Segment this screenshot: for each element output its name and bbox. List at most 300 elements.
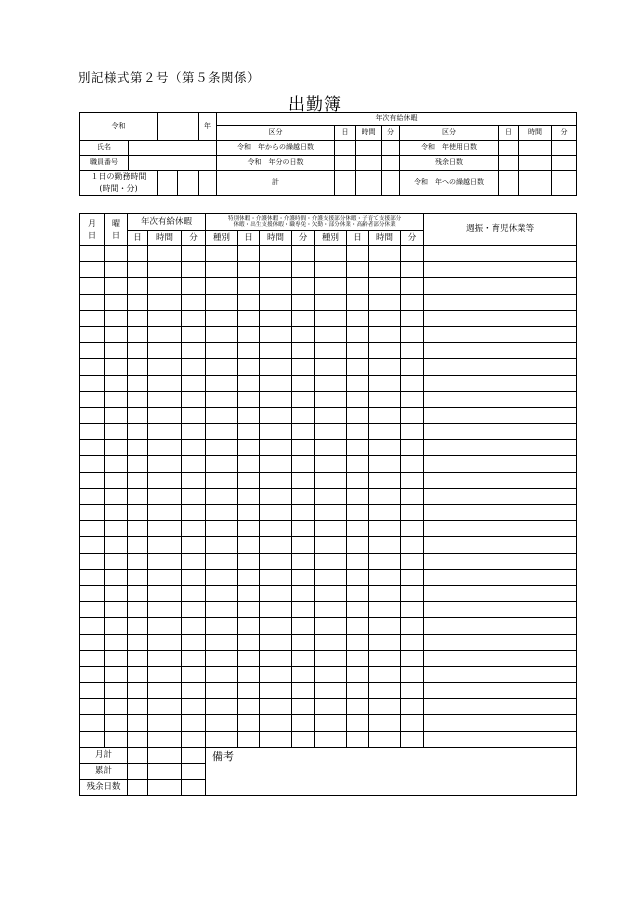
- carryover-to-hours[interactable]: [519, 171, 552, 196]
- entry-cell[interactable]: [401, 262, 424, 278]
- entry-cell[interactable]: [424, 569, 577, 585]
- entry-cell[interactable]: [401, 569, 424, 585]
- cumulative-hours[interactable]: [148, 763, 182, 779]
- entry-cell[interactable]: [260, 553, 292, 569]
- entry-cell[interactable]: [424, 521, 577, 537]
- entry-cell[interactable]: [128, 472, 148, 488]
- entry-cell[interactable]: [292, 602, 315, 618]
- entry-cell[interactable]: [347, 602, 369, 618]
- entry-cell[interactable]: [80, 650, 105, 666]
- entry-cell[interactable]: [206, 407, 238, 423]
- entry-cell[interactable]: [260, 294, 292, 310]
- entry-cell[interactable]: [238, 343, 260, 359]
- entry-cell[interactable]: [369, 602, 401, 618]
- entry-cell[interactable]: [148, 537, 182, 553]
- entry-cell[interactable]: [315, 310, 347, 326]
- total-minutes[interactable]: [382, 171, 400, 196]
- entry-cell[interactable]: [424, 294, 577, 310]
- entry-cell[interactable]: [292, 424, 315, 440]
- entry-cell[interactable]: [148, 553, 182, 569]
- entry-cell[interactable]: [182, 440, 206, 456]
- entry-cell[interactable]: [260, 602, 292, 618]
- entry-cell[interactable]: [260, 618, 292, 634]
- entry-cell[interactable]: [148, 666, 182, 682]
- entry-cell[interactable]: [292, 359, 315, 375]
- total-days[interactable]: [335, 171, 356, 196]
- entry-cell[interactable]: [148, 456, 182, 472]
- entry-cell[interactable]: [369, 375, 401, 391]
- entry-cell[interactable]: [182, 618, 206, 634]
- entry-cell[interactable]: [369, 440, 401, 456]
- entry-cell[interactable]: [128, 666, 148, 682]
- entry-cell[interactable]: [347, 472, 369, 488]
- entry-cell[interactable]: [401, 683, 424, 699]
- entry-cell[interactable]: [238, 699, 260, 715]
- entry-cell[interactable]: [128, 262, 148, 278]
- entry-cell[interactable]: [182, 278, 206, 294]
- entry-cell[interactable]: [105, 585, 128, 601]
- entry-cell[interactable]: [424, 359, 577, 375]
- entry-cell[interactable]: [401, 343, 424, 359]
- entry-cell[interactable]: [347, 634, 369, 650]
- entry-cell[interactable]: [315, 424, 347, 440]
- entry-cell[interactable]: [292, 326, 315, 342]
- entry-cell[interactable]: [369, 391, 401, 407]
- entry-cell[interactable]: [292, 585, 315, 601]
- entry-cell[interactable]: [424, 505, 577, 521]
- entry-cell[interactable]: [148, 326, 182, 342]
- entry-cell[interactable]: [182, 537, 206, 553]
- entry-cell[interactable]: [80, 407, 105, 423]
- entry-cell[interactable]: [347, 359, 369, 375]
- entry-cell[interactable]: [315, 634, 347, 650]
- entry-cell[interactable]: [206, 424, 238, 440]
- entry-cell[interactable]: [401, 359, 424, 375]
- entry-cell[interactable]: [128, 310, 148, 326]
- entry-cell[interactable]: [80, 294, 105, 310]
- entry-cell[interactable]: [128, 488, 148, 504]
- entry-cell[interactable]: [105, 326, 128, 342]
- entry-cell[interactable]: [80, 715, 105, 731]
- entry-cell[interactable]: [238, 602, 260, 618]
- entry-cell[interactable]: [80, 488, 105, 504]
- entry-cell[interactable]: [292, 310, 315, 326]
- entry-cell[interactable]: [315, 585, 347, 601]
- entry-cell[interactable]: [206, 537, 238, 553]
- entry-cell[interactable]: [80, 618, 105, 634]
- entry-cell[interactable]: [315, 278, 347, 294]
- entry-cell[interactable]: [148, 488, 182, 504]
- entry-cell[interactable]: [401, 537, 424, 553]
- entry-cell[interactable]: [105, 440, 128, 456]
- daily-minutes-field[interactable]: [178, 171, 199, 196]
- entry-cell[interactable]: [105, 634, 128, 650]
- entry-cell[interactable]: [424, 310, 577, 326]
- entry-cell[interactable]: [80, 634, 105, 650]
- entry-cell[interactable]: [128, 569, 148, 585]
- entry-cell[interactable]: [315, 375, 347, 391]
- entry-cell[interactable]: [128, 715, 148, 731]
- entry-cell[interactable]: [347, 505, 369, 521]
- entry-cell[interactable]: [424, 407, 577, 423]
- entry-cell[interactable]: [105, 569, 128, 585]
- entry-cell[interactable]: [369, 505, 401, 521]
- entry-cell[interactable]: [369, 359, 401, 375]
- entry-cell[interactable]: [347, 407, 369, 423]
- entry-cell[interactable]: [238, 407, 260, 423]
- entry-cell[interactable]: [424, 715, 577, 731]
- entry-cell[interactable]: [401, 731, 424, 747]
- entry-cell[interactable]: [105, 505, 128, 521]
- entry-cell[interactable]: [182, 391, 206, 407]
- entry-cell[interactable]: [206, 602, 238, 618]
- entry-cell[interactable]: [238, 424, 260, 440]
- entry-cell[interactable]: [128, 585, 148, 601]
- used-hours[interactable]: [519, 141, 552, 156]
- entry-cell[interactable]: [424, 326, 577, 342]
- entry-cell[interactable]: [148, 424, 182, 440]
- entry-cell[interactable]: [80, 278, 105, 294]
- entry-cell[interactable]: [182, 472, 206, 488]
- entry-cell[interactable]: [238, 715, 260, 731]
- entry-cell[interactable]: [182, 262, 206, 278]
- entry-cell[interactable]: [292, 407, 315, 423]
- entry-cell[interactable]: [206, 683, 238, 699]
- entry-cell[interactable]: [80, 456, 105, 472]
- entry-cell[interactable]: [401, 715, 424, 731]
- entry-cell[interactable]: [401, 326, 424, 342]
- entry-cell[interactable]: [238, 294, 260, 310]
- entry-cell[interactable]: [206, 650, 238, 666]
- entry-cell[interactable]: [206, 278, 238, 294]
- entry-cell[interactable]: [369, 488, 401, 504]
- entry-cell[interactable]: [148, 731, 182, 747]
- entry-cell[interactable]: [238, 666, 260, 682]
- entry-cell[interactable]: [369, 537, 401, 553]
- entry-cell[interactable]: [105, 650, 128, 666]
- carryover-from-minutes[interactable]: [382, 141, 400, 156]
- entry-cell[interactable]: [128, 731, 148, 747]
- entry-cell[interactable]: [369, 407, 401, 423]
- entry-cell[interactable]: [292, 634, 315, 650]
- entry-cell[interactable]: [292, 391, 315, 407]
- entry-cell[interactable]: [105, 521, 128, 537]
- entry-cell[interactable]: [182, 488, 206, 504]
- entry-cell[interactable]: [238, 553, 260, 569]
- entry-cell[interactable]: [292, 472, 315, 488]
- entry-cell[interactable]: [292, 683, 315, 699]
- entry-cell[interactable]: [128, 537, 148, 553]
- entry-cell[interactable]: [260, 650, 292, 666]
- remaining-hours[interactable]: [519, 156, 552, 171]
- entry-cell[interactable]: [315, 569, 347, 585]
- entry-cell[interactable]: [128, 375, 148, 391]
- entry-cell[interactable]: [206, 472, 238, 488]
- entry-cell[interactable]: [182, 375, 206, 391]
- entry-cell[interactable]: [206, 343, 238, 359]
- entry-cell[interactable]: [80, 424, 105, 440]
- entry-cell[interactable]: [424, 456, 577, 472]
- entry-cell[interactable]: [424, 278, 577, 294]
- entry-cell[interactable]: [292, 699, 315, 715]
- entry-cell[interactable]: [347, 585, 369, 601]
- entry-cell[interactable]: [424, 488, 577, 504]
- entry-cell[interactable]: [292, 731, 315, 747]
- entry-cell[interactable]: [347, 391, 369, 407]
- entry-cell[interactable]: [315, 456, 347, 472]
- entry-cell[interactable]: [292, 278, 315, 294]
- entry-cell[interactable]: [260, 472, 292, 488]
- entry-cell[interactable]: [206, 262, 238, 278]
- entry-cell[interactable]: [424, 585, 577, 601]
- entry-cell[interactable]: [401, 488, 424, 504]
- entry-cell[interactable]: [206, 666, 238, 682]
- entry-cell[interactable]: [401, 553, 424, 569]
- entry-cell[interactable]: [148, 407, 182, 423]
- entry-cell[interactable]: [80, 391, 105, 407]
- entry-cell[interactable]: [128, 407, 148, 423]
- entry-cell[interactable]: [206, 634, 238, 650]
- entry-cell[interactable]: [292, 521, 315, 537]
- entry-cell[interactable]: [105, 246, 128, 262]
- entry-cell[interactable]: [260, 391, 292, 407]
- entry-cell[interactable]: [260, 262, 292, 278]
- entry-cell[interactable]: [347, 262, 369, 278]
- entry-cell[interactable]: [424, 634, 577, 650]
- entry-cell[interactable]: [182, 424, 206, 440]
- entry-cell[interactable]: [424, 246, 577, 262]
- entry-cell[interactable]: [128, 359, 148, 375]
- entry-cell[interactable]: [128, 424, 148, 440]
- entry-cell[interactable]: [128, 440, 148, 456]
- entry-cell[interactable]: [347, 553, 369, 569]
- entry-cell[interactable]: [80, 326, 105, 342]
- entry-cell[interactable]: [315, 294, 347, 310]
- entry-cell[interactable]: [347, 456, 369, 472]
- entry-cell[interactable]: [182, 569, 206, 585]
- entry-cell[interactable]: [238, 731, 260, 747]
- entry-cell[interactable]: [260, 278, 292, 294]
- entry-cell[interactable]: [148, 569, 182, 585]
- entry-cell[interactable]: [206, 440, 238, 456]
- entry-cell[interactable]: [347, 424, 369, 440]
- entry-cell[interactable]: [369, 715, 401, 731]
- entry-cell[interactable]: [347, 699, 369, 715]
- entry-cell[interactable]: [128, 456, 148, 472]
- entry-cell[interactable]: [105, 456, 128, 472]
- entry-cell[interactable]: [238, 278, 260, 294]
- entry-cell[interactable]: [260, 569, 292, 585]
- entry-cell[interactable]: [424, 731, 577, 747]
- entry-cell[interactable]: [424, 343, 577, 359]
- entry-cell[interactable]: [315, 326, 347, 342]
- entry-cell[interactable]: [369, 683, 401, 699]
- entry-cell[interactable]: [401, 310, 424, 326]
- entry-cell[interactable]: [238, 326, 260, 342]
- entry-cell[interactable]: [401, 585, 424, 601]
- entry-cell[interactable]: [292, 440, 315, 456]
- entry-cell[interactable]: [105, 602, 128, 618]
- entry-cell[interactable]: [128, 618, 148, 634]
- carryover-to-days[interactable]: [499, 171, 519, 196]
- entry-cell[interactable]: [424, 440, 577, 456]
- entry-cell[interactable]: [128, 343, 148, 359]
- entry-cell[interactable]: [105, 537, 128, 553]
- entry-cell[interactable]: [105, 375, 128, 391]
- entry-cell[interactable]: [206, 553, 238, 569]
- this-year-minutes[interactable]: [382, 156, 400, 171]
- monthly-total-minutes[interactable]: [182, 747, 206, 763]
- entry-cell[interactable]: [80, 343, 105, 359]
- entry-cell[interactable]: [315, 521, 347, 537]
- entry-cell[interactable]: [80, 505, 105, 521]
- entry-cell[interactable]: [401, 521, 424, 537]
- entry-cell[interactable]: [182, 456, 206, 472]
- entry-cell[interactable]: [182, 715, 206, 731]
- entry-cell[interactable]: [80, 585, 105, 601]
- entry-cell[interactable]: [401, 699, 424, 715]
- carryover-to-minutes[interactable]: [552, 171, 577, 196]
- entry-cell[interactable]: [315, 488, 347, 504]
- entry-cell[interactable]: [401, 375, 424, 391]
- entry-cell[interactable]: [238, 505, 260, 521]
- entry-cell[interactable]: [148, 278, 182, 294]
- entry-cell[interactable]: [260, 683, 292, 699]
- entry-cell[interactable]: [424, 683, 577, 699]
- entry-cell[interactable]: [128, 602, 148, 618]
- entry-cell[interactable]: [292, 715, 315, 731]
- staff-number-field[interactable]: [129, 156, 217, 171]
- entry-cell[interactable]: [182, 343, 206, 359]
- entry-cell[interactable]: [128, 294, 148, 310]
- entry-cell[interactable]: [206, 618, 238, 634]
- entry-cell[interactable]: [347, 294, 369, 310]
- monthly-total-hours[interactable]: [148, 747, 182, 763]
- entry-cell[interactable]: [148, 715, 182, 731]
- entry-cell[interactable]: [315, 359, 347, 375]
- entry-cell[interactable]: [238, 375, 260, 391]
- entry-cell[interactable]: [260, 488, 292, 504]
- entry-cell[interactable]: [80, 683, 105, 699]
- entry-cell[interactable]: [315, 537, 347, 553]
- entry-cell[interactable]: [206, 521, 238, 537]
- entry-cell[interactable]: [347, 537, 369, 553]
- entry-cell[interactable]: [105, 699, 128, 715]
- entry-cell[interactable]: [315, 472, 347, 488]
- entry-cell[interactable]: [105, 294, 128, 310]
- entry-cell[interactable]: [128, 246, 148, 262]
- entry-cell[interactable]: [369, 521, 401, 537]
- entry-cell[interactable]: [347, 278, 369, 294]
- entry-cell[interactable]: [401, 440, 424, 456]
- entry-cell[interactable]: [369, 585, 401, 601]
- entry-cell[interactable]: [369, 699, 401, 715]
- entry-cell[interactable]: [105, 391, 128, 407]
- entry-cell[interactable]: [206, 731, 238, 747]
- entry-cell[interactable]: [105, 343, 128, 359]
- entry-cell[interactable]: [148, 391, 182, 407]
- entry-cell[interactable]: [105, 731, 128, 747]
- entry-cell[interactable]: [206, 456, 238, 472]
- entry-cell[interactable]: [182, 699, 206, 715]
- entry-cell[interactable]: [424, 650, 577, 666]
- entry-cell[interactable]: [315, 715, 347, 731]
- entry-cell[interactable]: [105, 488, 128, 504]
- entry-cell[interactable]: [128, 521, 148, 537]
- entry-cell[interactable]: [347, 488, 369, 504]
- entry-cell[interactable]: [424, 537, 577, 553]
- entry-cell[interactable]: [128, 634, 148, 650]
- entry-cell[interactable]: [80, 310, 105, 326]
- entry-cell[interactable]: [315, 440, 347, 456]
- entry-cell[interactable]: [424, 602, 577, 618]
- entry-cell[interactable]: [238, 310, 260, 326]
- entry-cell[interactable]: [315, 262, 347, 278]
- entry-cell[interactable]: [347, 440, 369, 456]
- entry-cell[interactable]: [315, 618, 347, 634]
- entry-cell[interactable]: [80, 472, 105, 488]
- entry-cell[interactable]: [347, 650, 369, 666]
- entry-cell[interactable]: [347, 683, 369, 699]
- entry-cell[interactable]: [148, 343, 182, 359]
- cumulative-days[interactable]: [128, 763, 148, 779]
- entry-cell[interactable]: [401, 618, 424, 634]
- entry-cell[interactable]: [315, 391, 347, 407]
- entry-cell[interactable]: [105, 666, 128, 682]
- entry-cell[interactable]: [148, 246, 182, 262]
- entry-cell[interactable]: [238, 440, 260, 456]
- entry-cell[interactable]: [238, 246, 260, 262]
- entry-cell[interactable]: [238, 683, 260, 699]
- entry-cell[interactable]: [260, 359, 292, 375]
- entry-cell[interactable]: [80, 602, 105, 618]
- entry-cell[interactable]: [315, 246, 347, 262]
- entry-cell[interactable]: [105, 618, 128, 634]
- entry-cell[interactable]: [347, 375, 369, 391]
- entry-cell[interactable]: [260, 715, 292, 731]
- entry-cell[interactable]: [206, 326, 238, 342]
- entry-cell[interactable]: [105, 715, 128, 731]
- entry-cell[interactable]: [315, 731, 347, 747]
- entry-cell[interactable]: [128, 505, 148, 521]
- daily-hours-field[interactable]: [158, 171, 178, 196]
- entry-cell[interactable]: [315, 553, 347, 569]
- entry-cell[interactable]: [206, 391, 238, 407]
- entry-cell[interactable]: [206, 585, 238, 601]
- entry-cell[interactable]: [347, 246, 369, 262]
- entry-cell[interactable]: [424, 699, 577, 715]
- this-year-hours[interactable]: [356, 156, 382, 171]
- entry-cell[interactable]: [424, 375, 577, 391]
- entry-cell[interactable]: [238, 569, 260, 585]
- entry-cell[interactable]: [369, 634, 401, 650]
- entry-cell[interactable]: [105, 310, 128, 326]
- entry-cell[interactable]: [401, 424, 424, 440]
- entry-cell[interactable]: [401, 505, 424, 521]
- entry-cell[interactable]: [292, 456, 315, 472]
- entry-cell[interactable]: [401, 650, 424, 666]
- total-hours[interactable]: [356, 171, 382, 196]
- entry-cell[interactable]: [260, 699, 292, 715]
- entry-cell[interactable]: [347, 310, 369, 326]
- entry-cell[interactable]: [401, 391, 424, 407]
- entry-cell[interactable]: [238, 262, 260, 278]
- entry-cell[interactable]: [182, 407, 206, 423]
- used-minutes[interactable]: [552, 141, 577, 156]
- entry-cell[interactable]: [260, 521, 292, 537]
- entry-cell[interactable]: [238, 585, 260, 601]
- entry-cell[interactable]: [315, 683, 347, 699]
